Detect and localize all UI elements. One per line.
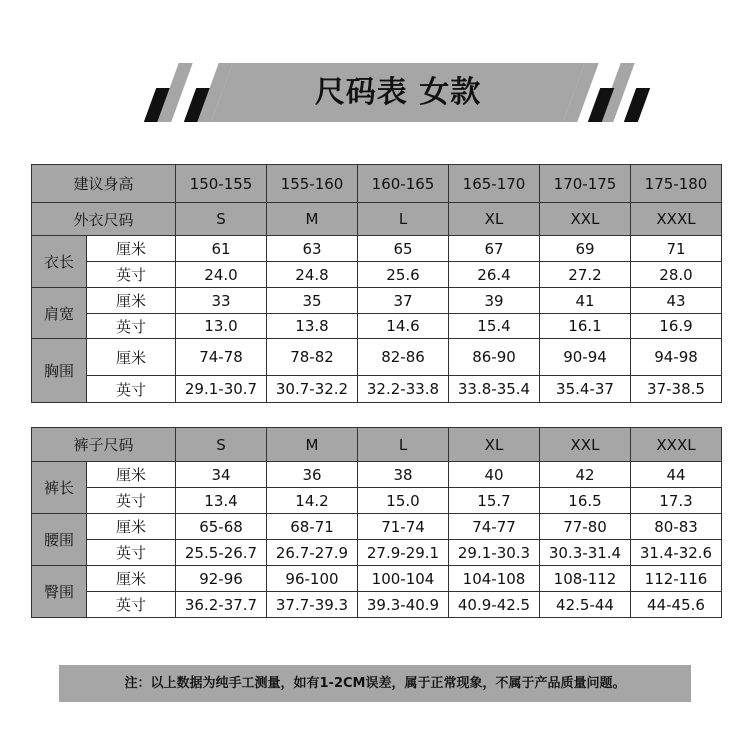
value-cell: 35 bbox=[267, 288, 358, 314]
header-label: 裤子尺码 bbox=[32, 428, 176, 462]
value-cell: 65-68 bbox=[176, 514, 267, 540]
page-title: 尺码表 女款 bbox=[314, 75, 482, 110]
value-cell: 92-96 bbox=[176, 566, 267, 592]
header-cell: 165-170 bbox=[449, 165, 540, 203]
value-cell: 16.5 bbox=[540, 488, 631, 514]
value-cell: 82-86 bbox=[358, 339, 449, 376]
value-cell: 40.9-42.5 bbox=[449, 592, 540, 618]
value-cell: 44 bbox=[631, 462, 722, 488]
measurement-group-label: 腰围 bbox=[32, 514, 87, 566]
header-cell: XL bbox=[449, 203, 540, 236]
header-cell: 155-160 bbox=[267, 165, 358, 203]
unit-label: 英寸 bbox=[87, 262, 176, 288]
value-cell: 37 bbox=[358, 288, 449, 314]
header-label: 建议身高 bbox=[32, 165, 176, 203]
value-cell: 94-98 bbox=[631, 339, 722, 376]
value-cell: 17.3 bbox=[631, 488, 722, 514]
value-cell: 69 bbox=[540, 236, 631, 262]
value-cell: 65 bbox=[358, 236, 449, 262]
table-row bbox=[32, 236, 722, 262]
value-cell: 30.7-32.2 bbox=[267, 376, 358, 403]
value-cell: 44-45.6 bbox=[631, 592, 722, 618]
value-cell: 25.6 bbox=[358, 262, 449, 288]
value-cell: 24.0 bbox=[176, 262, 267, 288]
table-row bbox=[32, 462, 722, 488]
header-cell: 160-165 bbox=[358, 165, 449, 203]
value-cell: 25.5-26.7 bbox=[176, 540, 267, 566]
table-row bbox=[32, 488, 722, 514]
value-cell: 40 bbox=[449, 462, 540, 488]
header-row bbox=[32, 165, 722, 203]
unit-label: 厘米 bbox=[87, 236, 176, 262]
value-cell: 61 bbox=[176, 236, 267, 262]
value-cell: 16.9 bbox=[631, 314, 722, 339]
measurement-group-label: 臀围 bbox=[32, 566, 87, 618]
value-cell: 42.5-44 bbox=[540, 592, 631, 618]
value-cell: 15.0 bbox=[358, 488, 449, 514]
value-cell: 104-108 bbox=[449, 566, 540, 592]
value-cell: 15.4 bbox=[449, 314, 540, 339]
unit-label: 英寸 bbox=[87, 592, 176, 618]
value-cell: 74-77 bbox=[449, 514, 540, 540]
value-cell: 80-83 bbox=[631, 514, 722, 540]
value-cell: 30.3-31.4 bbox=[540, 540, 631, 566]
value-cell: 36.2-37.7 bbox=[176, 592, 267, 618]
unit-label: 英寸 bbox=[87, 540, 176, 566]
value-cell: 13.8 bbox=[267, 314, 358, 339]
value-cell: 43 bbox=[631, 288, 722, 314]
unit-label: 英寸 bbox=[87, 488, 176, 514]
value-cell: 14.2 bbox=[267, 488, 358, 514]
table-row bbox=[32, 376, 722, 403]
value-cell: 112-116 bbox=[631, 566, 722, 592]
value-cell: 37-38.5 bbox=[631, 376, 722, 403]
value-cell: 26.4 bbox=[449, 262, 540, 288]
header-cell: XL bbox=[449, 428, 540, 462]
measurement-group-label: 肩宽 bbox=[32, 288, 87, 339]
title-banner bbox=[0, 0, 750, 140]
header-cell: XXXL bbox=[631, 428, 722, 462]
value-cell: 31.4-32.6 bbox=[631, 540, 722, 566]
unit-label: 厘米 bbox=[87, 339, 176, 376]
value-cell: 24.8 bbox=[267, 262, 358, 288]
table-row bbox=[32, 314, 722, 339]
value-cell: 27.2 bbox=[540, 262, 631, 288]
value-cell: 29.1-30.3 bbox=[449, 540, 540, 566]
value-cell: 71-74 bbox=[358, 514, 449, 540]
header-cell: XXXL bbox=[631, 203, 722, 236]
unit-label: 厘米 bbox=[87, 566, 176, 592]
header-cell: 150-155 bbox=[176, 165, 267, 203]
value-cell: 36 bbox=[267, 462, 358, 488]
table-row bbox=[32, 288, 722, 314]
header-cell: XXL bbox=[540, 428, 631, 462]
value-cell: 78-82 bbox=[267, 339, 358, 376]
value-cell: 35.4-37 bbox=[540, 376, 631, 403]
value-cell: 27.9-29.1 bbox=[358, 540, 449, 566]
unit-label: 厘米 bbox=[87, 462, 176, 488]
measurement-group-label: 衣长 bbox=[32, 236, 87, 288]
value-cell: 29.1-30.7 bbox=[176, 376, 267, 403]
header-cell: S bbox=[176, 203, 267, 236]
value-cell: 33.8-35.4 bbox=[449, 376, 540, 403]
value-cell: 77-80 bbox=[540, 514, 631, 540]
value-cell: 38 bbox=[358, 462, 449, 488]
value-cell: 13.4 bbox=[176, 488, 267, 514]
table-row bbox=[32, 592, 722, 618]
value-cell: 37.7-39.3 bbox=[267, 592, 358, 618]
value-cell: 39 bbox=[449, 288, 540, 314]
header-cell: L bbox=[358, 203, 449, 236]
header-cell: 175-180 bbox=[631, 165, 722, 203]
table-row bbox=[32, 339, 722, 376]
value-cell: 71 bbox=[631, 236, 722, 262]
value-cell: 41 bbox=[540, 288, 631, 314]
value-cell: 90-94 bbox=[540, 339, 631, 376]
value-cell: 16.1 bbox=[540, 314, 631, 339]
measurement-note: 注：以上数据为纯手工测量，如有1-2CM误差，属于正常现象，不属于产品质量问题。 bbox=[59, 665, 691, 702]
value-cell: 68-71 bbox=[267, 514, 358, 540]
value-cell: 74-78 bbox=[176, 339, 267, 376]
value-cell: 26.7-27.9 bbox=[267, 540, 358, 566]
header-label: 外衣尺码 bbox=[32, 203, 176, 236]
header-row bbox=[32, 428, 722, 462]
table-row bbox=[32, 540, 722, 566]
table-row bbox=[32, 514, 722, 540]
measurement-group-label: 裤长 bbox=[32, 462, 87, 514]
header-cell: XXL bbox=[540, 203, 631, 236]
header-cell: M bbox=[267, 428, 358, 462]
header-cell: L bbox=[358, 428, 449, 462]
header-cell: M bbox=[267, 203, 358, 236]
value-cell: 14.6 bbox=[358, 314, 449, 339]
top-size-table bbox=[31, 164, 722, 403]
unit-label: 英寸 bbox=[87, 376, 176, 403]
value-cell: 13.0 bbox=[176, 314, 267, 339]
value-cell: 34 bbox=[176, 462, 267, 488]
value-cell: 67 bbox=[449, 236, 540, 262]
value-cell: 96-100 bbox=[267, 566, 358, 592]
unit-label: 英寸 bbox=[87, 314, 176, 339]
pants-size-table bbox=[31, 427, 722, 618]
decor-stripe-right-dark-2 bbox=[624, 88, 650, 122]
header-cell: 170-175 bbox=[540, 165, 631, 203]
value-cell: 108-112 bbox=[540, 566, 631, 592]
value-cell: 33 bbox=[176, 288, 267, 314]
unit-label: 厘米 bbox=[87, 288, 176, 314]
table-row bbox=[32, 262, 722, 288]
value-cell: 39.3-40.9 bbox=[358, 592, 449, 618]
table-row bbox=[32, 566, 722, 592]
measurement-group-label: 胸围 bbox=[32, 339, 87, 403]
value-cell: 15.7 bbox=[449, 488, 540, 514]
value-cell: 28.0 bbox=[631, 262, 722, 288]
value-cell: 86-90 bbox=[449, 339, 540, 376]
value-cell: 100-104 bbox=[358, 566, 449, 592]
value-cell: 63 bbox=[267, 236, 358, 262]
unit-label: 厘米 bbox=[87, 514, 176, 540]
value-cell: 32.2-33.8 bbox=[358, 376, 449, 403]
header-cell: S bbox=[176, 428, 267, 462]
header-row bbox=[32, 203, 722, 236]
value-cell: 42 bbox=[540, 462, 631, 488]
